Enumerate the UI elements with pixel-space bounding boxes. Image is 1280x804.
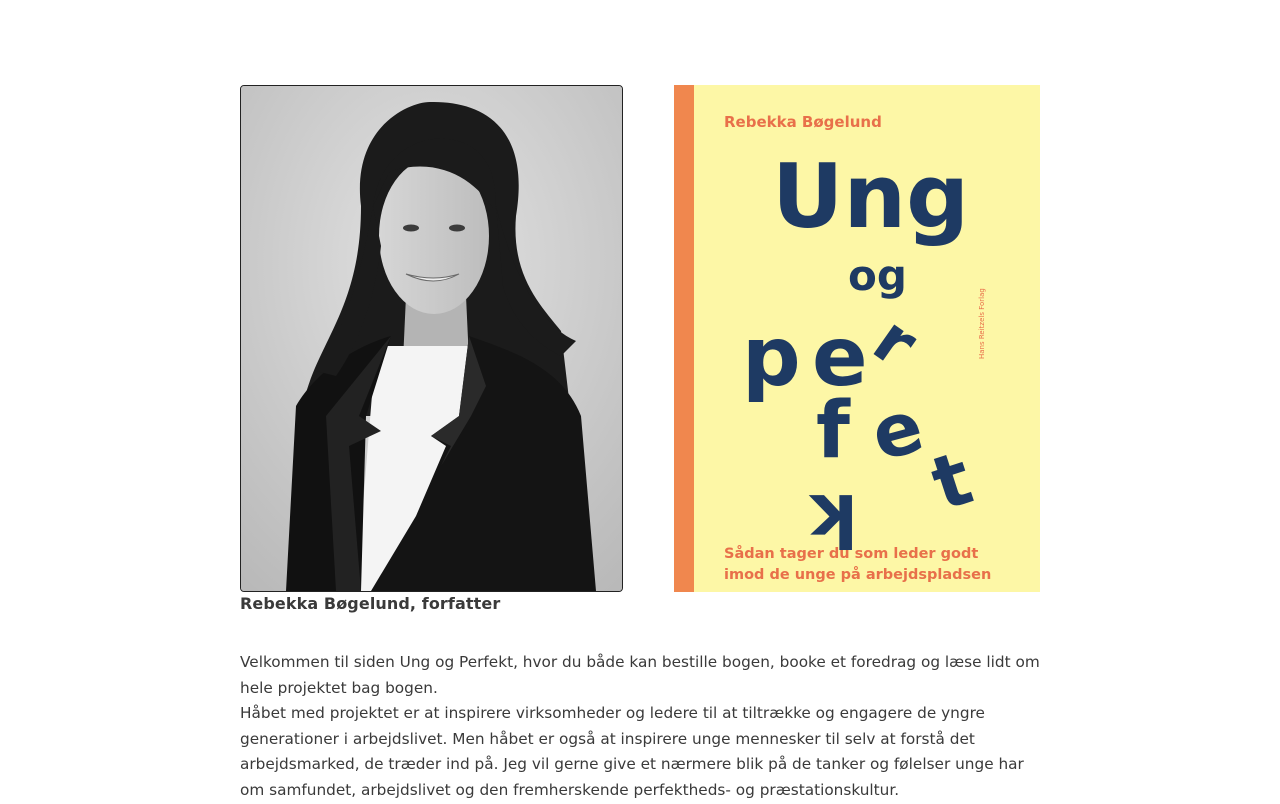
intro-paragraph-1: Velkommen til siden Ung og Perfekt, hvor du både kan bestille bogen, booke et foredrag og læse lidt om hele projektet bag bogen. [240, 653, 1040, 697]
cover-title-letter: p [742, 310, 801, 405]
cover-title-letter: e [862, 383, 932, 478]
cover-title-ung: Ung [772, 145, 970, 248]
portrait-image [241, 86, 622, 591]
cover-author: Rebekka Bøgelund [724, 113, 882, 131]
book-cover-image [674, 85, 1040, 592]
intro-paragraph-2: Håbet med projektet er at inspirere virksomheder og ledere til at tiltrække og engagere de yngre generationer i arbejdslivet. Men håbet er også at inspirere unge mennesker til selv at forstå det arbejdsmarked, de træder ind på. Jeg vil gerne give et nærmere blik på de tanker og følelser unge har om samfundet, arbejdslivet og den fremherskende perfektheds- og præstationskultur. [240, 704, 1024, 799]
cover-subtitle-line-2: imod de unge på arbejdspladsen [724, 567, 992, 583]
portrait-caption: Rebekka Bøgelund, forfatter [240, 594, 501, 613]
cover-title-letter: f [816, 386, 850, 476]
author-portrait-photo [240, 85, 623, 592]
cover-publisher: Hans Reitzels Forlag [978, 288, 986, 359]
intro-text [240, 650, 1040, 804]
cover-subtitle-line-1: Sådan tager du som leder godt [724, 546, 979, 562]
cover-title-letter: e [812, 310, 868, 405]
cover-spine-stripe [674, 85, 694, 592]
cover-title-og: og [848, 251, 907, 300]
cover-title-letter: t [921, 435, 983, 528]
cover-title-letter: k [810, 478, 858, 562]
cover-title-letter: r [859, 300, 931, 383]
